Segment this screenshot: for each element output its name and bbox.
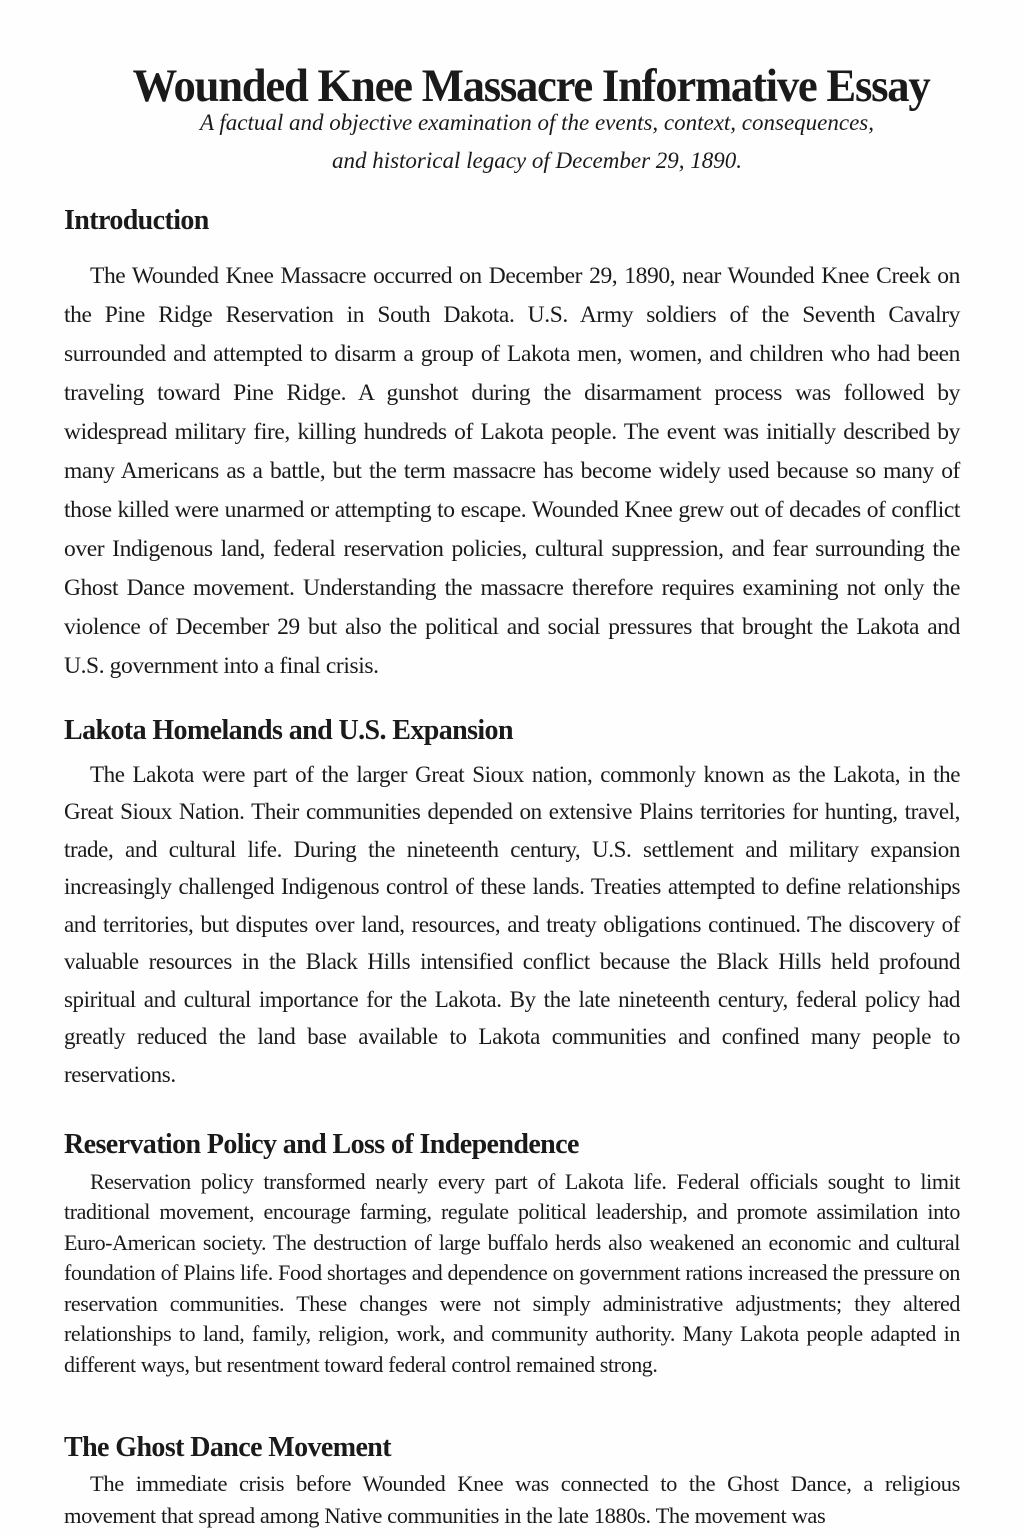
section-reservation-policy bbox=[64, 1130, 960, 1380]
section-paragraph: Reservation policy transformed nearly every part of Lakota life. Federal officials sought to limit traditional movement, encourage farming, regulate political leadership, and promote assimilation into Euro-American society. The destruction of large buffalo herds also weakened an economic and cultural foundation of Plains life. Food shortages and dependence on government rations increased the pressure on reservation communities. These changes were not simply administrative adjustments; they altered relationships to land, family, religion, work, and community authority. Many Lakota people adapted in different ways, but resentment toward federal control remained strong. bbox=[64, 1168, 960, 1377]
section-lakota-homelands bbox=[64, 716, 960, 1093]
subtitle-line-2: and historical legacy of December 29, 1890. bbox=[331, 148, 743, 173]
section-paragraph: The Lakota were part of the larger Great Sioux nation, commonly known as the Lakota, in the Great Sioux Nation. Their communities depended on extensive Plains territories for hunting, travel, trade, and cultural life. During the nineteenth century, U.S. settlement and military expansion increasingly challenged Indigenous control of these lands. Treaties attempted to define relationships and territories, but disputes over land, resources, and treaty obligations continued. The discovery of valuable resources in the Black Hills intensified conflict because the Black Hills held profound spiritual and cultural importance for the Lakota. By the late nineteenth century, federal policy had greatly reduced the land base available to Lakota communities and confined many people to reservations. bbox=[64, 761, 960, 1087]
section-paragraph: The Wounded Knee Massacre occurred on December 29, 1890, near Wounded Knee Creek on the Pine Ridge Reservation in South Dakota. U.S. Army soldiers of the Seventh Cavalry surrounded and attempted to disarm a group of Lakota men, women, and children who had been traveling toward Pine Ridge. A gunshot during the disarmament process was followed by widespread military fire, killing hundreds of Lakota people. The event was initially described by many Americans as a battle, but the term massacre has become widely used because so many of those killed were unarmed or attempting to escape. Wounded Knee grew out of decades of conflict over Indigenous land, federal reservation policies, cultural suppression, and fear surrounding the Ghost Dance movement. Understanding the massacre therefore requires examining not only the violence of December 29 but also the political and social pressures that brought the Lakota and U.S. government into a final crisis. bbox=[64, 262, 960, 679]
section-heading: Reservation Policy and Loss of Independence bbox=[64, 1129, 579, 1160]
subtitle-line-1: A factual and objective examination of the events, context, consequences, bbox=[199, 110, 875, 135]
essay-title: Wounded Knee Massacre Informative Essay bbox=[132, 60, 930, 113]
essay-subtitle bbox=[0, 104, 1024, 180]
section-heading: The Ghost Dance Movement bbox=[64, 1432, 392, 1463]
section-heading: Introduction bbox=[64, 205, 209, 236]
section-ghost-dance bbox=[64, 1433, 960, 1532]
section-heading: Lakota Homelands and U.S. Expansion bbox=[64, 715, 513, 746]
section-paragraph: The immediate crisis before Wounded Knee was connected to the Ghost Dance, a religious movement that spread among Native communities in the late 1880s. The movement was bbox=[64, 1470, 960, 1528]
section-introduction bbox=[64, 206, 960, 686]
